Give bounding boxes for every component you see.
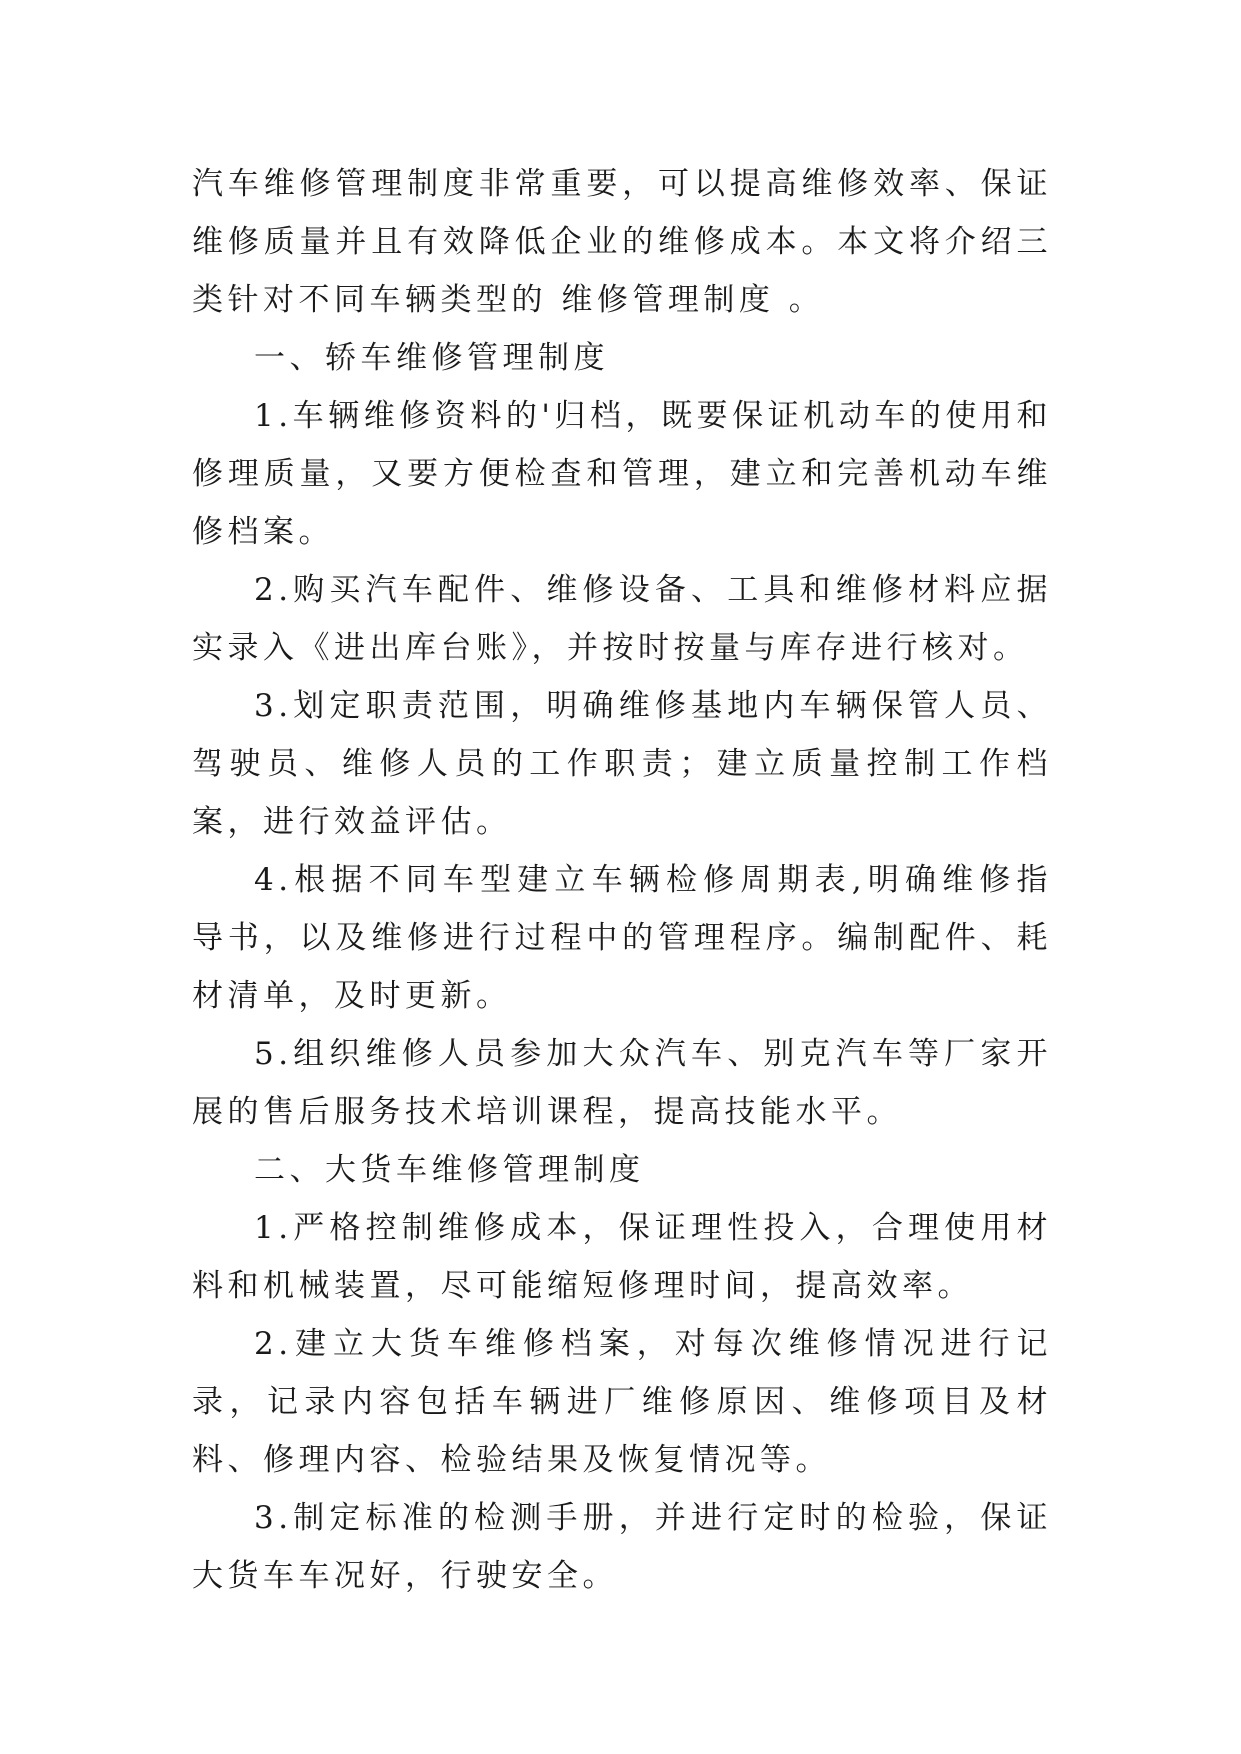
truck-item-1: 1.严格控制维修成本，保证理性投入，合理使用材料和机械装置，尽可能缩短修理时间，提高效率。 — [192, 1210, 1052, 1304]
section-heading-sedan: 一、轿车维修管理制度 — [254, 340, 609, 376]
sedan-item-2: 2.购买汽车配件、维修设备、工具和维修材料应据实录入《进出库台账》，并按时按量与库存进行核对。 — [192, 572, 1052, 666]
sedan-item-1: 1.车辆维修资料的'归档，既要保证机动车的使用和修理质量，又要方便检查和管理，建立和完善机动车维修档案。 — [192, 398, 1052, 550]
sedan-item-3: 3.划定职责范围，明确维修基地内车辆保管人员、驾驶员、维修人员的工作职责；建立质量控制工作档案，进行效益评估。 — [192, 688, 1052, 840]
sedan-item-5: 5.组织维修人员参加大众汽车、别克汽车等厂家开展的售后服务技术培训课程，提高技能水平。 — [192, 1036, 1052, 1130]
truck-item-3: 3.制定标准的检测手册，并进行定时的检验，保证大货车车况好，行驶安全。 — [192, 1500, 1052, 1594]
intro-paragraph: 汽车维修管理制度非常重要，可以提高维修效率、保证维修质量并且有效降低企业的维修成本。本文将介绍三类针对不同车辆类型的 维修管理制度 。 — [192, 166, 1052, 318]
sedan-item-4: 4.根据不同车型建立车辆检修周期表,明确维修指导书，以及维修进行过程中的管理程序。编制配件、耗材清单，及时更新。 — [192, 862, 1052, 1014]
truck-item-2: 2.建立大货车维修档案，对每次维修情况进行记录，记录内容包括车辆进厂维修原因、维修项目及材料、修理内容、检验结果及恢复情况等。 — [192, 1326, 1052, 1478]
document-body — [192, 155, 1052, 1605]
section-heading-truck: 二、大货车维修管理制度 — [254, 1152, 645, 1188]
